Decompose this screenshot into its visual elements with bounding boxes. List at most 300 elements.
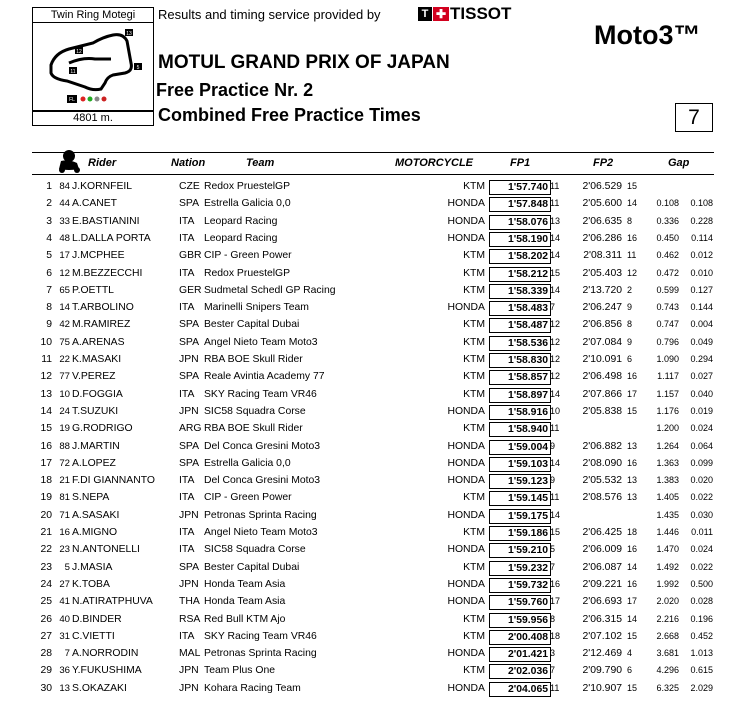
cell-moto: HONDA <box>447 232 485 244</box>
cell-fp2: 2'05.600 <box>582 198 622 210</box>
map-label-5: 5 <box>136 65 140 71</box>
cell-moto: KTM <box>463 423 485 435</box>
cell-gap1: 2.668 <box>656 630 679 641</box>
col-gap: Gap <box>668 157 690 169</box>
cell-gap1: 2.020 <box>656 596 679 607</box>
cell-num: 77 <box>59 371 70 383</box>
table-row <box>0 387 741 404</box>
cell-gap2: 0.099 <box>690 457 713 468</box>
cell-gap1: 0.743 <box>656 302 679 313</box>
cell-fp2: 2'06.315 <box>582 613 622 625</box>
cell-fp1: 1'59.732 <box>489 578 551 593</box>
cell-lap1: 14 <box>550 509 561 520</box>
cell-fp2: 2'07.084 <box>582 336 622 348</box>
cell-num: 31 <box>59 630 70 642</box>
cell-lap1: 11 <box>550 198 560 209</box>
table-row <box>0 421 741 438</box>
cell-name: G.RODRIGO <box>72 423 133 435</box>
cell-fp1: 1'59.210 <box>489 543 551 558</box>
cell-gap2: 0.012 <box>690 250 713 261</box>
cell-lap1: 13 <box>550 215 561 226</box>
cell-moto: KTM <box>463 388 485 400</box>
cell-gap2: 0.022 <box>690 561 713 572</box>
cell-lap2: 17 <box>627 596 638 607</box>
cell-name: N.ANTONELLI <box>72 544 140 556</box>
cell-fp1: 1'59.956 <box>489 613 551 628</box>
cell-num: 7 <box>64 648 70 660</box>
cell-moto: HONDA <box>447 509 485 521</box>
sector-red-icon <box>81 97 86 102</box>
cell-team: Leopard Racing <box>204 215 278 227</box>
cell-team: RBA BOE Skull Rider <box>204 423 303 435</box>
cell-lap1: 14 <box>550 250 561 261</box>
cell-fp2: 2'06.009 <box>582 544 622 556</box>
cell-fp1: 1'59.186 <box>489 526 551 541</box>
cell-pos: 23 <box>40 561 52 573</box>
cell-name: Y.FUKUSHIMA <box>72 665 142 677</box>
cell-pos: 29 <box>40 665 52 677</box>
table-row <box>0 542 741 559</box>
cell-nat: SPA <box>179 198 200 210</box>
cell-pos: 15 <box>40 423 52 435</box>
cell-lap1: 5 <box>550 544 556 555</box>
table-row <box>0 439 741 456</box>
cell-lap1: 3 <box>550 648 556 659</box>
track-map-icon <box>33 23 153 111</box>
cell-fp1: 1'58.076 <box>489 215 551 230</box>
sector-green-icon <box>88 97 93 102</box>
cell-lap1: 11 <box>550 682 560 693</box>
cell-pos: 24 <box>40 578 52 590</box>
cell-gap1: 6.325 <box>656 682 679 693</box>
table-row <box>0 612 741 629</box>
cell-gap2: 0.108 <box>690 198 713 209</box>
cell-name: A.ARENAS <box>72 336 125 348</box>
cell-gap1: 1.176 <box>656 405 679 416</box>
table-row <box>0 490 741 507</box>
cell-moto: HONDA <box>447 475 485 487</box>
cell-team: Del Conca Gresini Moto3 <box>204 440 321 452</box>
cell-moto: HONDA <box>447 405 485 417</box>
cell-team: Sudmetal Schedl GP Racing <box>204 284 336 296</box>
cell-gap1: 0.599 <box>656 284 679 295</box>
cell-lap1: 12 <box>550 371 561 382</box>
cell-fp1: 1'58.897 <box>489 388 551 403</box>
cell-nat: SPA <box>179 319 200 331</box>
cell-lap2: 15 <box>627 405 638 416</box>
cell-num: 13 <box>59 682 70 694</box>
cell-lap2: 18 <box>627 527 638 537</box>
cell-gap1: 1.157 <box>656 388 679 399</box>
cell-team: Red Bull KTM Ajo <box>204 613 286 625</box>
cell-lap2: 2 <box>627 284 633 295</box>
cell-gap2: 0.064 <box>690 440 713 451</box>
event-title: MOTUL GRAND PRIX OF JAPAN <box>158 52 450 73</box>
cell-fp2: 2'05.403 <box>582 267 622 279</box>
cell-fp2: 2'10.091 <box>582 354 622 365</box>
cell-num: 72 <box>59 457 70 469</box>
cell-gap2: 0.615 <box>690 665 713 676</box>
cell-gap1: 1.446 <box>656 527 679 537</box>
cell-lap1: 7 <box>550 302 556 313</box>
cell-gap1: 1.383 <box>656 475 679 486</box>
map-label-13: 13 <box>126 31 132 37</box>
cell-gap1: 1.117 <box>657 371 679 382</box>
cell-name: M.BEZZECCHI <box>72 267 143 279</box>
cell-nat: GER <box>179 284 202 296</box>
cell-fp1: 1'58.857 <box>489 370 551 385</box>
cell-fp1: 1'58.483 <box>489 301 551 316</box>
table-row <box>0 473 741 490</box>
cell-team: Redox PruestelGP <box>204 267 291 279</box>
cell-gap2: 0.020 <box>690 475 713 486</box>
cell-lap1: 9 <box>550 475 556 486</box>
cell-lap2: 17 <box>627 388 638 399</box>
cell-fp2: 2'07.102 <box>582 630 622 642</box>
cell-gap2: 0.028 <box>690 596 713 607</box>
cell-pos: 18 <box>40 475 52 487</box>
cell-gap2: 0.127 <box>690 284 713 295</box>
cell-gap2: 0.022 <box>690 492 713 503</box>
cell-fp2: 2'09.790 <box>582 665 622 677</box>
cell-num: 19 <box>59 423 70 435</box>
table-row <box>0 663 741 680</box>
cell-fp2: 2'13.720 <box>582 284 622 296</box>
cell-pos: 11 <box>41 354 52 365</box>
cell-lap2: 6 <box>627 665 633 676</box>
circuit-length: 4801 m. <box>32 110 154 126</box>
cell-fp2: 2'10.907 <box>582 682 622 694</box>
cell-num: 33 <box>59 215 70 227</box>
cell-num: 36 <box>59 665 70 677</box>
cell-name: A.SASAKI <box>72 509 120 521</box>
cell-name: A.CANET <box>72 198 118 210</box>
cell-gap2: 0.228 <box>690 215 713 226</box>
cell-team: Honda Team Asia <box>204 578 286 590</box>
cell-gap2: 0.030 <box>690 509 713 520</box>
cell-team: SKY Racing Team VR46 <box>204 630 317 642</box>
cell-nat: JPN <box>179 354 199 365</box>
cell-fp1: 1'58.830 <box>489 353 551 368</box>
tissot-t-icon: T <box>418 7 432 21</box>
cell-name: C.VIETTI <box>72 630 115 642</box>
cell-fp2: 2'06.498 <box>582 371 622 383</box>
cell-name: S.OKAZAKI <box>72 682 127 694</box>
cell-gap1: 1.264 <box>656 440 679 451</box>
cell-lap2: 9 <box>627 302 633 313</box>
cell-fp1: 1'58.339 <box>489 284 551 299</box>
cell-moto: KTM <box>463 561 485 573</box>
cell-num: 44 <box>59 198 70 210</box>
cell-nat: ITA <box>179 527 195 538</box>
cell-nat: ITA <box>179 630 195 642</box>
cell-fp1: 1'58.487 <box>489 318 551 333</box>
cell-moto: HONDA <box>447 302 485 314</box>
cell-moto: KTM <box>463 354 485 365</box>
cell-nat: ITA <box>179 215 195 227</box>
cell-nat: ITA <box>179 232 195 244</box>
cell-nat: CZE <box>179 181 200 192</box>
cell-team: SIC58 Squadra Corse <box>204 405 306 417</box>
brand-name: TISSOT <box>450 4 512 23</box>
cell-name: J.MARTIN <box>72 440 120 452</box>
cell-nat: SPA <box>179 457 200 469</box>
cell-team: Redox PruestelGP <box>204 181 291 192</box>
col-rider: Rider <box>88 157 117 169</box>
cell-nat: JPN <box>179 578 199 590</box>
cell-fp1: 2'00.408 <box>489 630 551 645</box>
cell-pos: 7 <box>46 284 52 296</box>
cell-gap2: 0.049 <box>690 336 713 347</box>
cell-moto: HONDA <box>447 578 485 590</box>
cell-name: T.ARBOLINO <box>72 302 134 314</box>
cell-nat: JPN <box>179 509 199 521</box>
cell-moto: KTM <box>463 665 485 677</box>
cell-team: Petronas Sprinta Racing <box>204 509 317 521</box>
col-motorcycle: MOTORCYCLE <box>395 157 474 169</box>
cell-pos: 5 <box>46 250 52 262</box>
cell-name: A.MIGNO <box>72 527 118 538</box>
cell-fp2: 2'08.576 <box>582 492 622 504</box>
cell-fp2: 2'06.882 <box>582 440 622 452</box>
cell-pos: 21 <box>40 527 52 538</box>
cell-pos: 19 <box>40 492 52 504</box>
cell-nat: ITA <box>179 544 195 556</box>
cell-num: 48 <box>59 232 70 244</box>
table-row <box>0 404 741 421</box>
table-row <box>0 456 741 473</box>
table-row <box>0 179 741 196</box>
cell-moto: KTM <box>463 371 485 383</box>
cell-gap2: 0.024 <box>690 423 713 434</box>
cell-fp2: 2'06.425 <box>582 527 622 538</box>
cell-moto: HONDA <box>447 596 485 608</box>
cell-team: CIP - Green Power <box>204 250 292 262</box>
cell-lap1: 11 <box>550 492 560 503</box>
cell-fp2: 2'06.247 <box>582 302 622 314</box>
cell-nat: JPN <box>179 405 199 417</box>
cell-gap1: 1.363 <box>656 457 679 468</box>
cell-fp2: 2'06.087 <box>582 561 622 573</box>
cell-nat: GBR <box>179 250 202 262</box>
cell-lap2: 16 <box>627 232 638 243</box>
cell-pos: 27 <box>40 630 52 642</box>
table-row <box>0 508 741 525</box>
cell-nat: SPA <box>179 371 200 383</box>
cell-pos: 22 <box>40 544 52 556</box>
cell-gap2: 0.294 <box>690 354 713 364</box>
cell-num: 41 <box>59 596 70 608</box>
cell-name: S.NEPA <box>72 492 110 504</box>
header-top-line <box>32 152 714 153</box>
cell-gap1: 0.796 <box>656 336 679 347</box>
cell-lap2: 6 <box>627 354 633 364</box>
cell-team: Estrella Galicia 0,0 <box>204 198 291 210</box>
map-label-fl: FL <box>69 97 75 103</box>
cell-team: CIP - Green Power <box>204 492 292 504</box>
cell-num: 22 <box>59 354 70 365</box>
table-row <box>0 646 741 663</box>
cell-name: E.BASTIANINI <box>72 215 140 227</box>
cell-num: 42 <box>59 319 70 331</box>
cell-fp2: 2'06.856 <box>582 319 622 331</box>
cell-team: Bester Capital Dubai <box>204 561 300 573</box>
table-row <box>0 594 741 611</box>
cell-name: P.OETTL <box>72 284 114 296</box>
cell-gap1: 1.492 <box>656 561 679 572</box>
cell-fp1: 2'01.421 <box>489 647 551 662</box>
cell-name: K.MASAKI <box>72 354 122 365</box>
col-team: Team <box>246 157 275 169</box>
cell-lap1: 11 <box>550 423 560 434</box>
map-label-11: 11 <box>70 69 76 75</box>
cell-team: Team Plus One <box>204 665 276 677</box>
cell-gap1: 0.450 <box>656 232 679 243</box>
cell-gap2: 0.500 <box>690 578 713 589</box>
cell-nat: ITA <box>179 475 195 487</box>
cell-name: N.ATIRATPHUVA <box>72 596 153 608</box>
col-fp1: FP1 <box>510 157 531 169</box>
cell-lap1: 14 <box>550 284 561 295</box>
col-fp2: FP2 <box>593 157 614 169</box>
cell-lap2: 8 <box>627 215 633 226</box>
cell-fp1: 1'59.103 <box>489 457 551 472</box>
timing-service-text: Results and timing service provided by <box>158 7 381 22</box>
cell-name: T.SUZUKI <box>72 405 119 417</box>
cell-moto: HONDA <box>447 215 485 227</box>
cell-team: Angel Nieto Team Moto3 <box>204 527 318 538</box>
cell-lap1: 12 <box>550 354 561 364</box>
table-row <box>0 352 741 369</box>
cell-pos: 2 <box>46 198 52 210</box>
cell-gap2: 0.040 <box>690 388 713 399</box>
table-row <box>0 248 741 265</box>
cell-lap1: 11 <box>550 181 560 191</box>
cell-num: 16 <box>59 527 70 538</box>
cell-lap1: 16 <box>550 578 561 589</box>
cell-lap2: 12 <box>627 267 638 278</box>
cell-lap2: 14 <box>627 561 638 572</box>
cell-team: Marinelli Snipers Team <box>204 302 309 314</box>
cell-gap1: 4.296 <box>656 665 679 676</box>
cell-lap2: 14 <box>627 198 638 209</box>
cell-fp2: 2'05.838 <box>582 405 622 417</box>
cell-num: 88 <box>59 440 70 452</box>
cell-lap2: 16 <box>627 544 638 555</box>
sector-grey-icon <box>95 97 100 102</box>
cell-fp1: 1'57.848 <box>489 197 551 212</box>
cell-fp2: 2'09.221 <box>582 578 622 590</box>
cell-name: L.DALLA PORTA <box>72 232 151 244</box>
cell-name: J.KORNFEIL <box>72 181 133 192</box>
sector-red2-icon <box>102 97 107 102</box>
cell-pos: 12 <box>40 371 52 383</box>
cell-num: 27 <box>59 578 70 590</box>
cell-name: J.MASIA <box>72 561 113 573</box>
cell-num: 5 <box>64 561 70 573</box>
cell-pos: 13 <box>40 388 52 400</box>
cell-gap1: 1.090 <box>656 354 679 364</box>
cell-nat: ARG <box>179 423 202 435</box>
cell-moto: HONDA <box>447 682 485 694</box>
cell-gap2: 0.027 <box>690 371 713 382</box>
cell-moto: HONDA <box>447 457 485 469</box>
cell-gap1: 0.108 <box>656 198 679 209</box>
cell-num: 84 <box>59 181 70 192</box>
cell-moto: KTM <box>463 630 485 642</box>
table-row <box>0 300 741 317</box>
cell-pos: 30 <box>40 682 52 694</box>
cell-name: D.FOGGIA <box>72 388 123 400</box>
cell-gap1: 1.470 <box>656 544 679 555</box>
cell-nat: RSA <box>179 613 201 625</box>
cell-fp1: 1'59.175 <box>489 509 551 524</box>
cell-pos: 4 <box>46 232 52 244</box>
table-row <box>0 335 741 352</box>
cell-pos: 3 <box>46 215 52 227</box>
table-row <box>0 214 741 231</box>
cell-lap1: 10 <box>550 405 561 416</box>
cell-nat: ITA <box>179 388 195 400</box>
table-row <box>0 577 741 594</box>
cell-lap1: 14 <box>550 388 561 399</box>
cell-fp1: 2'02.036 <box>489 664 551 679</box>
cell-fp1: 1'58.536 <box>489 336 551 351</box>
cell-num: 17 <box>59 250 70 262</box>
cell-pos: 26 <box>40 613 52 625</box>
cell-team: Bester Capital Dubai <box>204 319 300 331</box>
cell-pos: 10 <box>40 336 52 348</box>
cell-nat: ITA <box>179 492 195 504</box>
table-row <box>0 560 741 577</box>
cell-team: Angel Nieto Team Moto3 <box>204 336 318 348</box>
cell-moto: HONDA <box>447 440 485 452</box>
cell-pos: 1 <box>46 181 52 192</box>
cell-nat: SPA <box>179 440 200 452</box>
cell-gap1: 2.216 <box>656 613 679 624</box>
table-row <box>0 231 741 248</box>
cell-nat: SPA <box>179 336 200 348</box>
cell-moto: KTM <box>463 267 485 279</box>
cell-lap2: 4 <box>627 648 633 659</box>
cell-gap2: 0.024 <box>690 544 713 555</box>
cell-fp2: 2'08.090 <box>582 457 622 469</box>
cell-team: Del Conca Gresini Moto3 <box>204 475 321 487</box>
page-number: 7 <box>675 103 713 132</box>
cell-num: 23 <box>59 544 70 556</box>
cell-name: M.RAMIREZ <box>72 319 131 331</box>
cell-lap2: 16 <box>627 457 638 468</box>
cell-moto: HONDA <box>447 544 485 556</box>
cell-moto: KTM <box>463 319 485 331</box>
cell-gap2: 0.452 <box>690 630 713 641</box>
header-bottom-line <box>32 174 714 175</box>
cell-moto: KTM <box>463 527 485 538</box>
table-row <box>0 283 741 300</box>
cell-lap2: 13 <box>627 475 638 486</box>
cell-name: D.BINDER <box>72 613 122 625</box>
cell-num: 75 <box>59 336 70 348</box>
cell-team: RBA BOE Skull Rider <box>204 354 303 365</box>
cell-nat: SPA <box>179 561 200 573</box>
cell-num: 14 <box>59 302 70 314</box>
cell-pos: 8 <box>46 302 52 314</box>
cell-team: SKY Racing Team VR46 <box>204 388 317 400</box>
circuit-name: Twin Ring Motegi <box>32 7 154 23</box>
cell-lap2: 15 <box>627 682 638 693</box>
cell-fp2: 2'05.532 <box>582 475 622 487</box>
cell-gap2: 0.114 <box>691 232 713 243</box>
